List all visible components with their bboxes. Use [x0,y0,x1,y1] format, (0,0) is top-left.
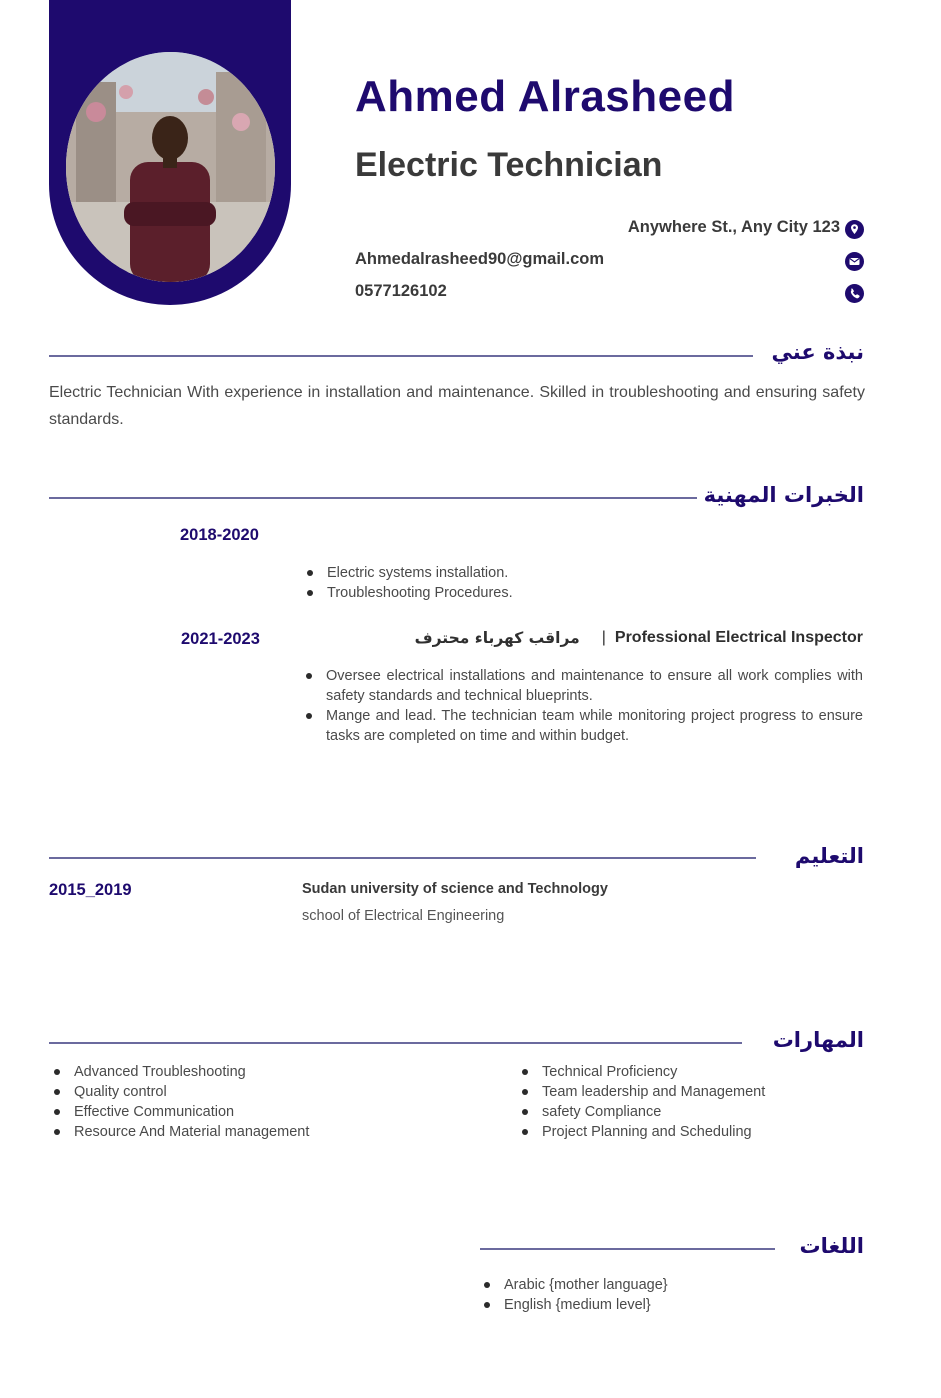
list-item: Effective Communication [53,1102,473,1122]
education-heading: التعليم [794,844,864,868]
list-item: English {medium level} [483,1295,863,1315]
contact-email[interactable]: Ahmedalrasheed90@gmail.com [355,250,605,268]
skills-list-left [53,1062,473,1142]
list-item: Arabic {mother language} [483,1275,863,1295]
languages-divider [480,1248,775,1250]
list-item: Technical Proficiency [521,1062,901,1082]
about-heading: نبذة عني [771,340,864,364]
job-title: Electric Technician [355,146,663,184]
list-item: Oversee electrical installations and maintenance to ensure all work complies with safety standards and technical blueprints. [305,666,863,706]
about-divider [49,355,753,357]
experience-bullets [305,666,863,746]
experience-years: 2021-2023 [181,630,260,648]
education-faculty: school of Electrical Engineering [302,908,505,924]
list-item: Project Planning and Scheduling [521,1122,901,1142]
list-item: Troubleshooting Procedures. [306,583,866,603]
profile-photo [66,52,275,282]
languages-heading: اللغات [799,1234,864,1258]
list-item: Resource And Material management [53,1122,473,1142]
contact-address: Anywhere St., Any City 123 [627,218,840,236]
education-years: 2015_2019 [49,881,132,899]
email-icon [845,252,864,271]
list-item: Electric systems installation. [306,563,866,583]
list-item: Advanced Troubleshooting [53,1062,473,1082]
skills-divider [49,1042,742,1044]
education-school: Sudan university of science and Technology [302,881,608,897]
skills-list-right [521,1062,901,1142]
contact-phone[interactable]: 0577126102 [355,282,447,300]
location-pin-icon [845,220,864,239]
experience-divider [49,497,697,499]
role-arabic: مراقب كهرباء محترف [414,629,580,647]
candidate-name: Ahmed Alrasheed [355,72,735,121]
list-item: safety Compliance [521,1102,901,1122]
about-text: Electric Technician With experience in installation and maintenance. Skilled in troubleshooting and ensuring safety standards. [49,384,865,428]
list-item: Mange and lead. The technician team while monitoring project progress to ensure tasks are completed on time and within budget. [305,706,863,746]
phone-icon [845,284,864,303]
experience-heading: الخبرات المهنية [703,483,864,507]
experience-bullets [306,563,866,603]
role-english: Professional Electrical Inspector [614,629,863,646]
role-separator: | [601,629,606,646]
list-item: Team leadership and Management [521,1082,901,1102]
experience-role [415,629,863,647]
education-divider [49,857,756,859]
skills-heading: المهارات [772,1028,864,1052]
languages-list [483,1275,863,1315]
experience-years: 2018-2020 [180,526,259,544]
list-item: Quality control [53,1082,473,1102]
